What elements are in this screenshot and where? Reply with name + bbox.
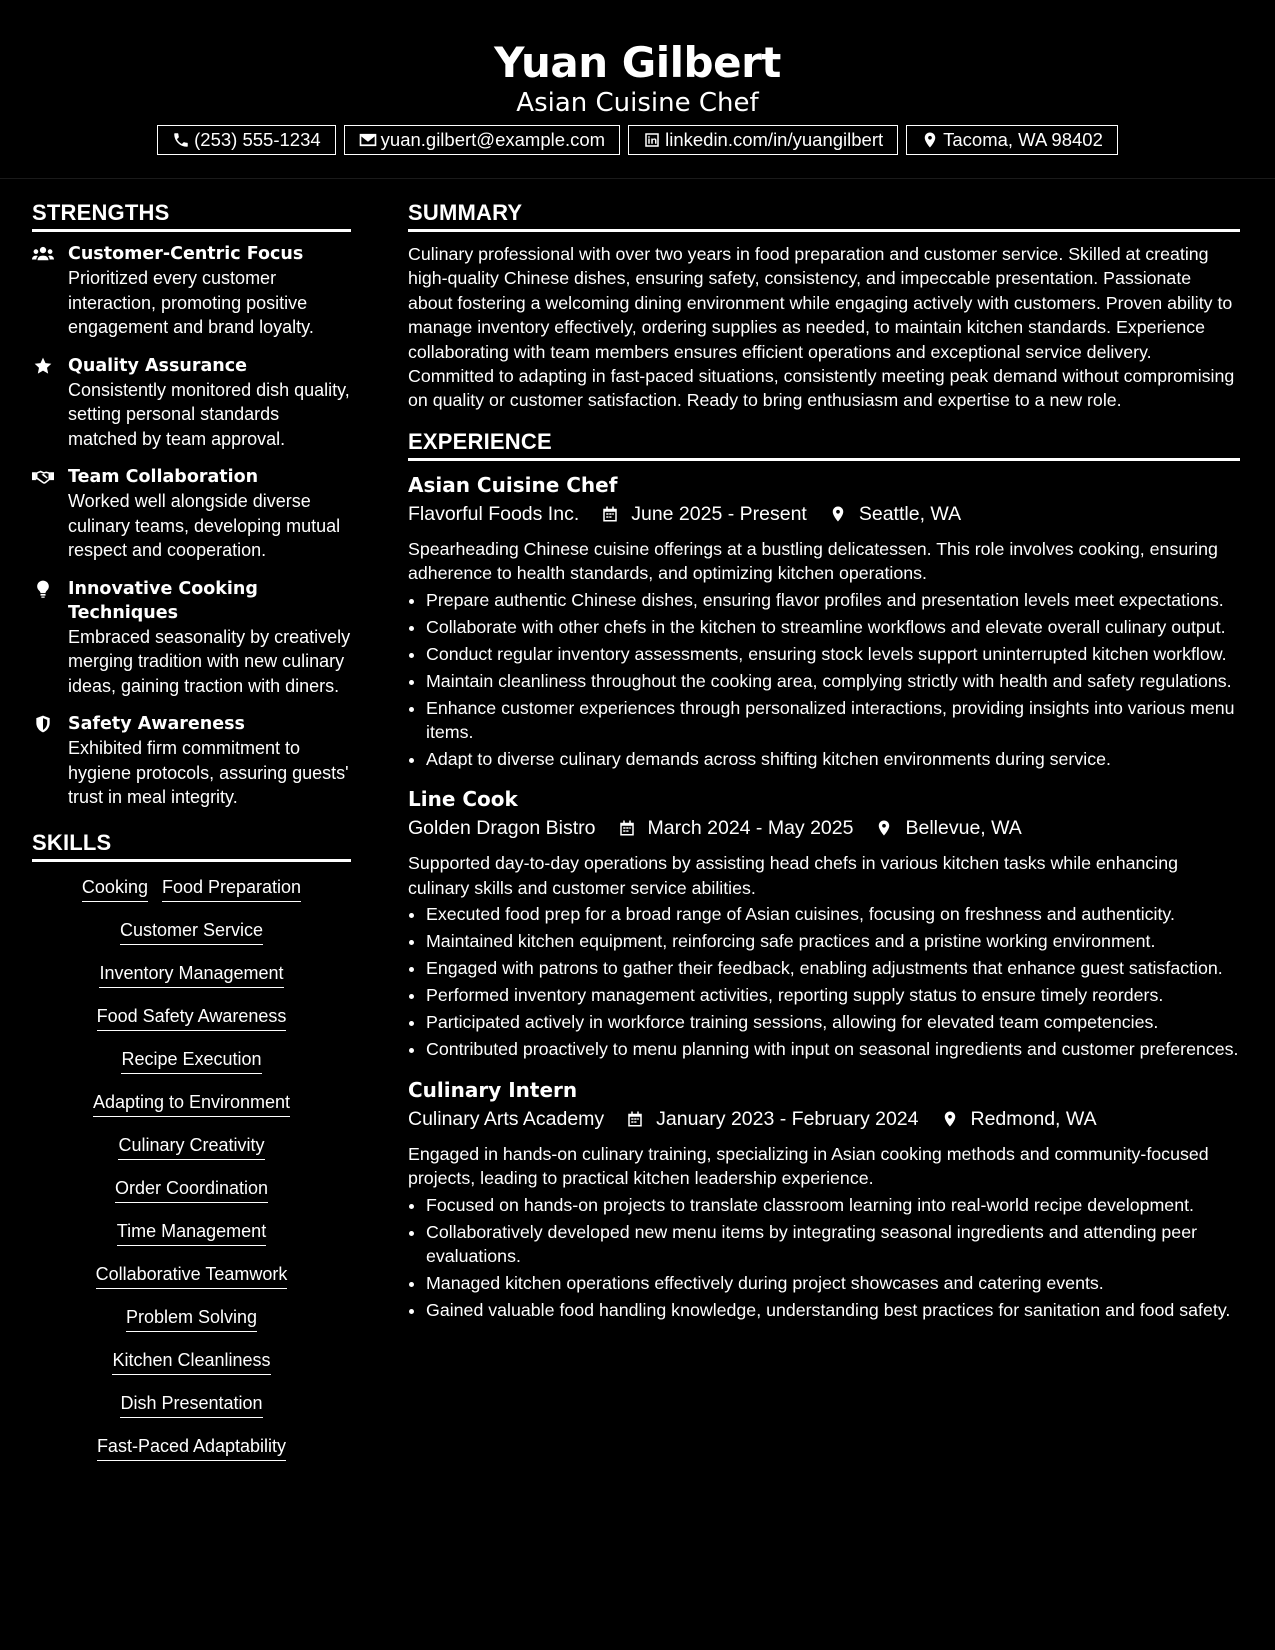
contact-phone[interactable] — [157, 125, 336, 155]
job-bullet: • Focused on hands-on projects to translate classroom learning into real-world recipe development. — [426, 1193, 1240, 1217]
job-bullet: • Collaboratively developed new menu items by integrating seasonal ingredients and attending peer evaluations. — [426, 1220, 1240, 1269]
skill-tag: Dish Presentation — [120, 1392, 262, 1418]
job-bullet: • Collaborate with other chefs in the kitchen to streamline workflows and elevate overall culinary output. — [426, 615, 1240, 639]
job-entry — [408, 785, 1240, 1061]
skills-heading: SKILLS — [32, 830, 351, 862]
star-icon — [32, 356, 54, 376]
contact-location[interactable] — [906, 125, 1118, 155]
contact-bar — [0, 125, 1275, 155]
job-bullet: • Maintained kitchen equipment, reinforcing safe practices and a pristine working environment. — [426, 929, 1240, 953]
job-bullet: • Participated actively in workforce training sessions, allowing for elevated team competencies. — [426, 1010, 1240, 1034]
strength-desc: Embraced seasonality by creatively merging tradition with new culinary ideas, gaining traction with diners. — [68, 626, 351, 696]
strength-desc: Exhibited firm commitment to hygiene protocols, assuring guests' trust in meal integrity. — [68, 738, 349, 807]
contact-email[interactable] — [344, 125, 620, 155]
job-title: Asian Cuisine Chef — [408, 472, 618, 497]
strength-item — [32, 242, 351, 340]
job-company: Culinary Arts Academy — [408, 1107, 605, 1130]
handshake-icon — [32, 467, 54, 487]
resume-header — [0, 0, 1275, 179]
calendar-icon — [618, 819, 636, 837]
job-bullet: • Executed food prep for a broad range of Asian cuisines, focusing on freshness and authenticity. — [426, 902, 1240, 926]
job-company: Golden Dragon Bistro — [408, 817, 596, 840]
map-pin-icon — [921, 131, 939, 149]
skill-tag: Food Preparation — [162, 876, 301, 902]
summary-heading: SUMMARY — [408, 200, 1240, 232]
job-bullet: • Conduct regular inventory assessments, ensuring stock levels support uninterrupted kitchen workflow. — [426, 642, 1240, 666]
strength-title: Quality Assurance — [68, 355, 247, 376]
contact-linkedin-text: linkedin.com/in/yuangilbert — [665, 129, 884, 150]
job-entry — [408, 1076, 1240, 1323]
contact-location-text: Tacoma, WA 98402 — [943, 129, 1103, 150]
skill-tag: Food Safety Awareness — [97, 1005, 287, 1031]
lightbulb-icon — [32, 579, 54, 599]
skill-tag: Kitchen Cleanliness — [112, 1349, 270, 1375]
summary-text: Culinary professional with over two years in food preparation and customer service. Skilled at creating high-quality Chinese dishes, ensuring safety, consistency, and impeccable presentation. Passionate about fostering a welcoming dining environment while engaging actively with customers. Proven ability to manage inventory effectively, ordering supplies as needed, to maintain kitchen standards. Experience collaborating with team members ensures efficient operations and exceptional service delivery. Committed to adapting in fast-paced situations, consistently meeting peak demand without compromising on quality or customer satisfaction. Ready to bring enthusiasm and expertise to a new role. — [408, 244, 1235, 411]
job-bullet: • Gained valuable food handling knowledge, understanding best practices for sanitation and food safety. — [426, 1298, 1240, 1322]
left-column — [32, 200, 351, 1461]
job-location: Redmond, WA — [970, 1107, 1097, 1130]
job-bullet: • Maintain cleanliness throughout the cooking area, complying strictly with health and safety regulations. — [426, 669, 1240, 693]
job-description: Spearheading Chinese cuisine offerings at a bustling delicatessen. This role involves cooking, ensuring adherence to health standards, and optimizing kitchen operations. — [408, 538, 1218, 584]
strength-desc: Worked well alongside diverse culinary teams, developing mutual respect and cooperation. — [68, 491, 341, 560]
strength-title: Customer-Centric Focus — [68, 244, 304, 264]
strength-title: Team Collaboration — [68, 467, 259, 487]
job-entry — [408, 471, 1240, 772]
linkedin-icon — [643, 131, 661, 149]
users-icon — [32, 244, 54, 264]
calendar-icon — [626, 1110, 644, 1128]
job-location: Seattle, WA — [858, 502, 962, 525]
strength-item — [32, 712, 351, 810]
right-column — [408, 200, 1240, 1336]
experience-heading: EXPERIENCE — [408, 429, 1240, 461]
job-meta — [408, 499, 1240, 529]
job-meta — [408, 1104, 1240, 1134]
contact-phone-text: (253) 555-1234 — [194, 129, 321, 150]
job-bullet: • Adapt to diverse culinary demands across shifting kitchen environments during service. — [426, 747, 1240, 771]
contact-linkedin[interactable] — [628, 125, 898, 155]
skill-tag: Inventory Management — [99, 962, 283, 988]
job-bullet: • Engaged with patrons to gather their feedback, enabling adjustments that enhance guest satisfaction. — [426, 956, 1240, 980]
phone-icon — [172, 131, 190, 149]
strength-title: Safety Awareness — [68, 714, 245, 734]
job-bullets — [408, 902, 1240, 1061]
job-dates: January 2023 - February 2024 — [656, 1107, 919, 1130]
skill-tag: Problem Solving — [126, 1306, 257, 1332]
skill-tag: Fast-Paced Adaptability — [97, 1435, 286, 1461]
skill-tag: Order Coordination — [115, 1177, 268, 1203]
job-bullet: • Performed inventory management activities, reporting supply status to ensure timely reorders. — [426, 983, 1240, 1007]
skill-tag: Collaborative Teamwork — [96, 1263, 288, 1289]
job-meta — [408, 813, 1240, 843]
job-title: Line Cook — [408, 787, 518, 812]
candidate-title: Asian Cuisine Chef — [516, 88, 759, 118]
job-bullet: • Contributed proactively to menu planning with input on seasonal ingredients and customer preferences. — [426, 1037, 1240, 1061]
map-pin-icon — [941, 1110, 959, 1128]
job-location: Bellevue, WA — [905, 817, 1022, 840]
strength-desc: Consistently monitored dish quality, setting personal standards matched by team approval. — [68, 379, 350, 449]
strengths-heading: STRENGTHS — [32, 200, 351, 232]
skill-tag: Culinary Creativity — [118, 1134, 264, 1160]
job-bullets — [408, 588, 1240, 772]
strength-item — [32, 577, 351, 699]
skills-list — [32, 876, 351, 1461]
job-bullet: • Managed kitchen operations effectively during project showcases and catering events. — [426, 1271, 1240, 1295]
envelope-icon — [359, 131, 377, 149]
job-description: Engaged in hands-on culinary training, specializing in Asian cooking methods and community-focused projects, leading to practical kitchen leadership experience. — [408, 1143, 1209, 1189]
strength-item — [32, 465, 351, 563]
skill-tag: Recipe Execution — [121, 1048, 261, 1074]
map-pin-icon — [829, 505, 847, 523]
job-bullets — [408, 1193, 1240, 1323]
map-pin-icon — [875, 819, 893, 837]
job-bullet: • Prepare authentic Chinese dishes, ensuring flavor profiles and presentation levels meet expectations. — [426, 588, 1240, 612]
skill-tag: Time Management — [117, 1220, 266, 1246]
strength-desc: Prioritized every customer interaction, promoting positive engagement and brand loyalty. — [68, 268, 314, 337]
skill-tag: Adapting to Environment — [93, 1091, 290, 1117]
contact-email-text: yuan.gilbert@example.com — [380, 129, 606, 150]
job-description: Supported day-to-day operations by assisting head chefs in various kitchen tasks while enhancing culinary skills and customer service abilities. — [408, 853, 1178, 898]
skill-tag: Cooking — [82, 876, 148, 902]
strength-item — [32, 354, 351, 452]
shield-icon — [32, 714, 54, 734]
job-dates: March 2024 - May 2025 — [647, 817, 854, 840]
skill-tag: Customer Service — [120, 919, 263, 945]
job-company: Flavorful Foods Inc. — [408, 502, 580, 525]
calendar-icon — [601, 505, 619, 523]
job-bullet: • Enhance customer experiences through personalized interactions, providing insights into various menu items. — [426, 696, 1240, 745]
candidate-name: Yuan Gilbert — [494, 38, 781, 87]
job-dates: June 2025 - Present — [631, 502, 807, 525]
strength-title: Innovative Cooking Techniques — [68, 578, 258, 623]
job-title: Culinary Intern — [408, 1077, 578, 1102]
